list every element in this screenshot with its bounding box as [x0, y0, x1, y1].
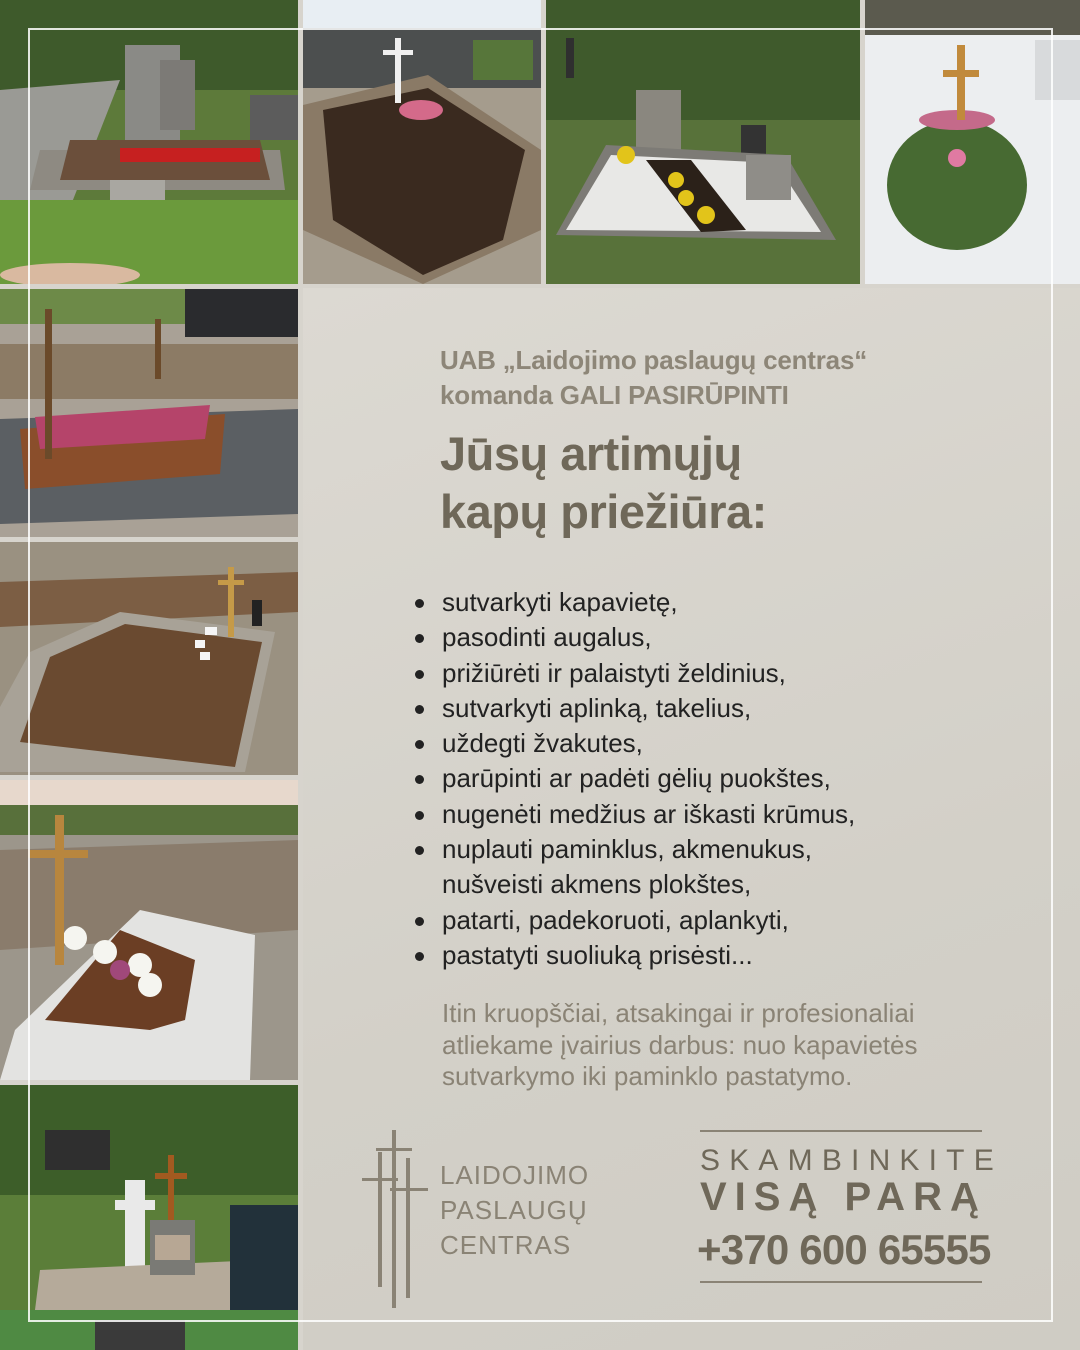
service-text: sutvarkyti kapavietę,: [442, 587, 678, 617]
outro-line-3: sutvarkymo iki paminklo pastatymo.: [442, 1061, 853, 1091]
service-text: uždegti žvakutes,: [442, 728, 643, 759]
service-text: nugenėti medžius ar iškasti krūmus,: [442, 798, 856, 829]
outro-line-1: Itin kruopščiai, atsakingai ir profesionaliai: [442, 998, 915, 1028]
intro-line-1: UAB „Laidojimo paslaugų centras“: [440, 345, 868, 375]
photo-grave-winter-snow-spruce: [865, 0, 1080, 284]
photo-grave-dark-soil-paving: [303, 0, 541, 284]
photo-grave-stone-monument-red-flowers: [0, 0, 298, 284]
logo-wordmark: [440, 1158, 589, 1263]
cta-top-rule: [700, 1130, 982, 1132]
outro-line-2: atliekame įvairius darbus: nuo kapavietės: [442, 1029, 918, 1060]
service-text: patarti, padekoruoti, aplankyti,: [442, 904, 789, 935]
service-item: [412, 797, 855, 832]
service-text-continued: nušveisti akmens plokštes,: [442, 869, 752, 900]
service-item: [412, 585, 855, 620]
cta-bottom-rule: [700, 1281, 982, 1283]
service-item: [412, 691, 855, 726]
outro-text: [442, 998, 917, 1093]
service-text: pasodinti augalus,: [442, 622, 652, 653]
service-item: [412, 620, 855, 655]
service-item: [412, 656, 855, 691]
intro-line-2: komanda GALI PASIRŪPINTI: [440, 380, 789, 410]
headline-line-1: Jūsų artimųjų: [440, 427, 742, 480]
service-text: sutvarkyti aplinką, takelius,: [442, 692, 752, 723]
photo-grave-white-stones-yellow-flowers: [546, 0, 860, 284]
service-text: pastatyti suoliuką prisėsti...: [442, 939, 753, 970]
cta-availability: VISĄ PARĄ: [700, 1175, 987, 1219]
logo-line-3: CENTRAS: [440, 1230, 572, 1260]
triple-cross-icon: [362, 1130, 432, 1308]
photo-grave-white-chrysanthemums: [0, 780, 298, 1080]
photo-grave-soil-candles: [0, 542, 298, 775]
photo-grave-crosses-greenery: [0, 1085, 298, 1350]
services-list: [412, 585, 855, 973]
service-item: [412, 726, 855, 761]
headline: [440, 425, 767, 541]
headline-line-2: kapų priežiūra:: [440, 485, 767, 538]
service-item: [412, 938, 855, 973]
cta-call-label: SKAMBINKITE: [700, 1144, 1003, 1177]
service-item: [412, 761, 855, 796]
service-item: [412, 832, 855, 903]
photo-grave-wooden-box-heather: [0, 289, 298, 537]
service-text: parūpinti ar padėti gėlių puokštes,: [442, 763, 831, 794]
service-text: nuplauti paminklus, akmenukus,: [442, 834, 812, 865]
logo-line-2: PASLAUGŲ: [440, 1195, 588, 1225]
intro-text: [440, 343, 867, 413]
service-item: [412, 903, 855, 938]
logo-line-1: LAIDOJIMO: [440, 1160, 590, 1190]
service-text: prižiūrėti ir palaistyti želdinius,: [442, 657, 786, 688]
phone-number[interactable]: +370 600 65555: [697, 1226, 991, 1273]
